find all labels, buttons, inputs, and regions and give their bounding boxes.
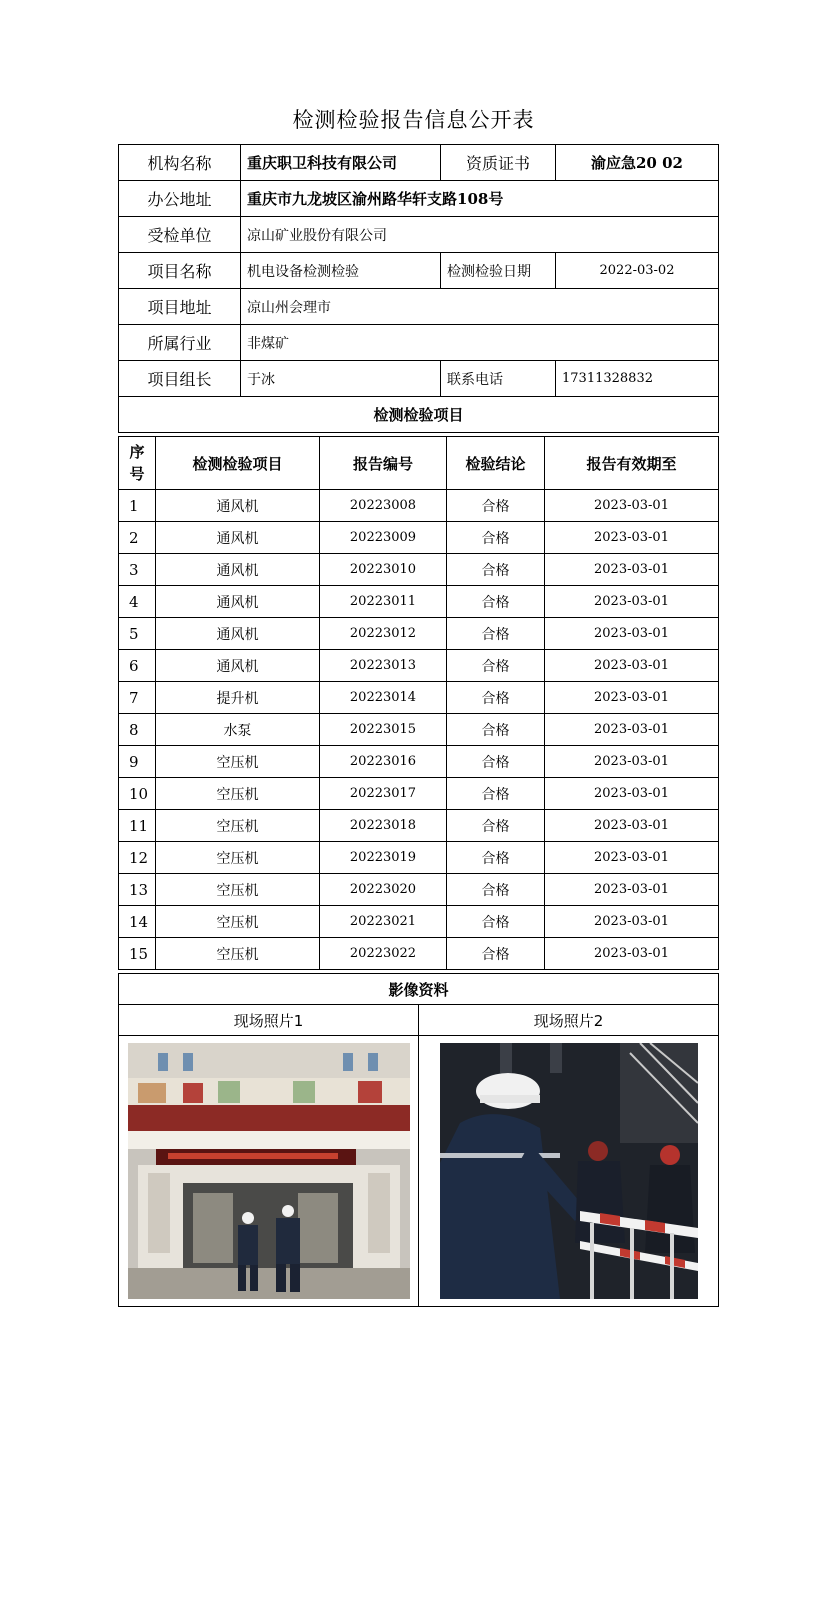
item-name: 通风机 [156, 618, 320, 650]
item-valid-until: 2023-03-01 [545, 682, 719, 714]
item-result: 合格 [447, 874, 545, 906]
table-row [119, 650, 719, 682]
project-name-label: 项目名称 [119, 253, 241, 289]
item-report-no: 20223021 [320, 906, 447, 938]
table-row [119, 810, 719, 842]
item-report-no: 20223019 [320, 842, 447, 874]
item-no: 6 [119, 650, 156, 682]
items-section-title: 检测检验项目 [119, 397, 719, 433]
info-row-inspected [119, 217, 719, 253]
item-name: 通风机 [156, 650, 320, 682]
photo1-cell [119, 1036, 419, 1307]
item-report-no: 20223017 [320, 778, 447, 810]
item-result: 合格 [447, 938, 545, 970]
info-row-leader [119, 361, 719, 397]
item-no: 5 [119, 618, 156, 650]
item-result: 合格 [447, 650, 545, 682]
cert-value: 渝应急20 02 [556, 145, 719, 181]
item-valid-until: 2023-03-01 [545, 714, 719, 746]
site-photo-1-image [128, 1043, 410, 1299]
item-result: 合格 [447, 682, 545, 714]
org-value: 重庆职卫科技有限公司 [241, 145, 441, 181]
item-report-no: 20223009 [320, 522, 447, 554]
org-label: 机构名称 [119, 145, 241, 181]
item-name: 通风机 [156, 554, 320, 586]
inspected-value: 凉山矿业股份有限公司 [241, 217, 719, 253]
item-report-no: 20223011 [320, 586, 447, 618]
site-photo-1 [128, 1043, 410, 1299]
item-result: 合格 [447, 906, 545, 938]
item-name: 空压机 [156, 938, 320, 970]
item-valid-until: 2023-03-01 [545, 938, 719, 970]
item-name: 通风机 [156, 586, 320, 618]
item-valid-until: 2023-03-01 [545, 490, 719, 522]
item-no: 15 [119, 938, 156, 970]
table-row [119, 874, 719, 906]
item-report-no: 20223022 [320, 938, 447, 970]
item-result: 合格 [447, 746, 545, 778]
site-photo-2 [440, 1043, 698, 1299]
item-no: 8 [119, 714, 156, 746]
media-section-title: 影像资料 [119, 974, 719, 1005]
site-photo-2-image [440, 1043, 698, 1299]
date-value: 2022-03-02 [556, 253, 719, 289]
table-row [119, 746, 719, 778]
item-name: 空压机 [156, 906, 320, 938]
table-row [119, 938, 719, 970]
item-no: 2 [119, 522, 156, 554]
table-row [119, 682, 719, 714]
project-addr-label: 项目地址 [119, 289, 241, 325]
item-valid-until: 2023-03-01 [545, 746, 719, 778]
item-name: 空压机 [156, 810, 320, 842]
inspected-label: 受检单位 [119, 217, 241, 253]
table-row [119, 778, 719, 810]
item-report-no: 20223020 [320, 874, 447, 906]
item-report-no: 20223015 [320, 714, 447, 746]
item-valid-until: 2023-03-01 [545, 618, 719, 650]
items-header-row [119, 437, 719, 490]
item-result: 合格 [447, 810, 545, 842]
table-row [119, 714, 719, 746]
item-no: 1 [119, 490, 156, 522]
item-valid-until: 2023-03-01 [545, 906, 719, 938]
item-result: 合格 [447, 842, 545, 874]
info-row-project-name [119, 253, 719, 289]
item-name: 提升机 [156, 682, 320, 714]
photo2-cell [419, 1036, 719, 1307]
table-row [119, 842, 719, 874]
item-no: 4 [119, 586, 156, 618]
item-result: 合格 [447, 618, 545, 650]
table-row [119, 586, 719, 618]
item-report-no: 20223018 [320, 810, 447, 842]
item-valid-until: 2023-03-01 [545, 778, 719, 810]
item-no: 14 [119, 906, 156, 938]
header-report: 报告编号 [320, 437, 447, 490]
date-label: 检测检验日期 [441, 253, 556, 289]
item-valid-until: 2023-03-01 [545, 650, 719, 682]
item-valid-until: 2023-03-01 [545, 874, 719, 906]
item-report-no: 20223013 [320, 650, 447, 682]
page-title: 检测检验报告信息公开表 [292, 108, 535, 132]
item-name: 空压机 [156, 874, 320, 906]
item-no: 11 [119, 810, 156, 842]
info-row-address [119, 181, 719, 217]
item-name: 空压机 [156, 842, 320, 874]
leader-label: 项目组长 [119, 361, 241, 397]
item-result: 合格 [447, 490, 545, 522]
address-value: 重庆市九龙坡区渝州路华轩支路108号 [241, 181, 719, 217]
item-name: 通风机 [156, 522, 320, 554]
media-table [118, 973, 719, 1307]
item-valid-until: 2023-03-01 [545, 554, 719, 586]
item-report-no: 20223008 [320, 490, 447, 522]
table-row [119, 906, 719, 938]
item-result: 合格 [447, 586, 545, 618]
header-no: 序号 [119, 437, 156, 490]
info-row-industry [119, 325, 719, 361]
item-report-no: 20223014 [320, 682, 447, 714]
table-row [119, 554, 719, 586]
item-no: 9 [119, 746, 156, 778]
item-result: 合格 [447, 714, 545, 746]
item-report-no: 20223012 [320, 618, 447, 650]
address-label: 办公地址 [119, 181, 241, 217]
item-report-no: 20223010 [320, 554, 447, 586]
item-name: 水泵 [156, 714, 320, 746]
leader-value: 于冰 [241, 361, 441, 397]
industry-value: 非煤矿 [241, 325, 719, 361]
photo1-label: 现场照片1 [119, 1005, 419, 1036]
item-valid-until: 2023-03-01 [545, 586, 719, 618]
project-addr-value: 凉山州会理市 [241, 289, 719, 325]
phone-value: 17311328832 [556, 361, 719, 397]
photo-label-row [119, 1005, 719, 1036]
item-name: 通风机 [156, 490, 320, 522]
project-name-value: 机电设备检测检验 [241, 253, 441, 289]
item-report-no: 20223016 [320, 746, 447, 778]
items-table [118, 436, 719, 970]
table-row [119, 490, 719, 522]
industry-label: 所属行业 [119, 325, 241, 361]
item-result: 合格 [447, 554, 545, 586]
media-section-row [119, 974, 719, 1005]
item-no: 10 [119, 778, 156, 810]
table-row [119, 618, 719, 650]
info-row-project-addr [119, 289, 719, 325]
phone-label: 联系电话 [441, 361, 556, 397]
info-table [118, 144, 719, 433]
item-result: 合格 [447, 522, 545, 554]
photo-row [119, 1036, 719, 1307]
table-row [119, 522, 719, 554]
item-no: 12 [119, 842, 156, 874]
item-valid-until: 2023-03-01 [545, 522, 719, 554]
item-no: 7 [119, 682, 156, 714]
item-valid-until: 2023-03-01 [545, 842, 719, 874]
item-no: 13 [119, 874, 156, 906]
item-name: 空压机 [156, 778, 320, 810]
items-section-row [119, 397, 719, 433]
photo2-label: 现场照片2 [419, 1005, 719, 1036]
cert-label: 资质证书 [441, 145, 556, 181]
header-result: 检验结论 [447, 437, 545, 490]
header-item: 检测检验项目 [156, 437, 320, 490]
item-result: 合格 [447, 778, 545, 810]
item-name: 空压机 [156, 746, 320, 778]
item-valid-until: 2023-03-01 [545, 810, 719, 842]
header-valid: 报告有效期至 [545, 437, 719, 490]
info-row-org [119, 145, 719, 181]
item-no: 3 [119, 554, 156, 586]
